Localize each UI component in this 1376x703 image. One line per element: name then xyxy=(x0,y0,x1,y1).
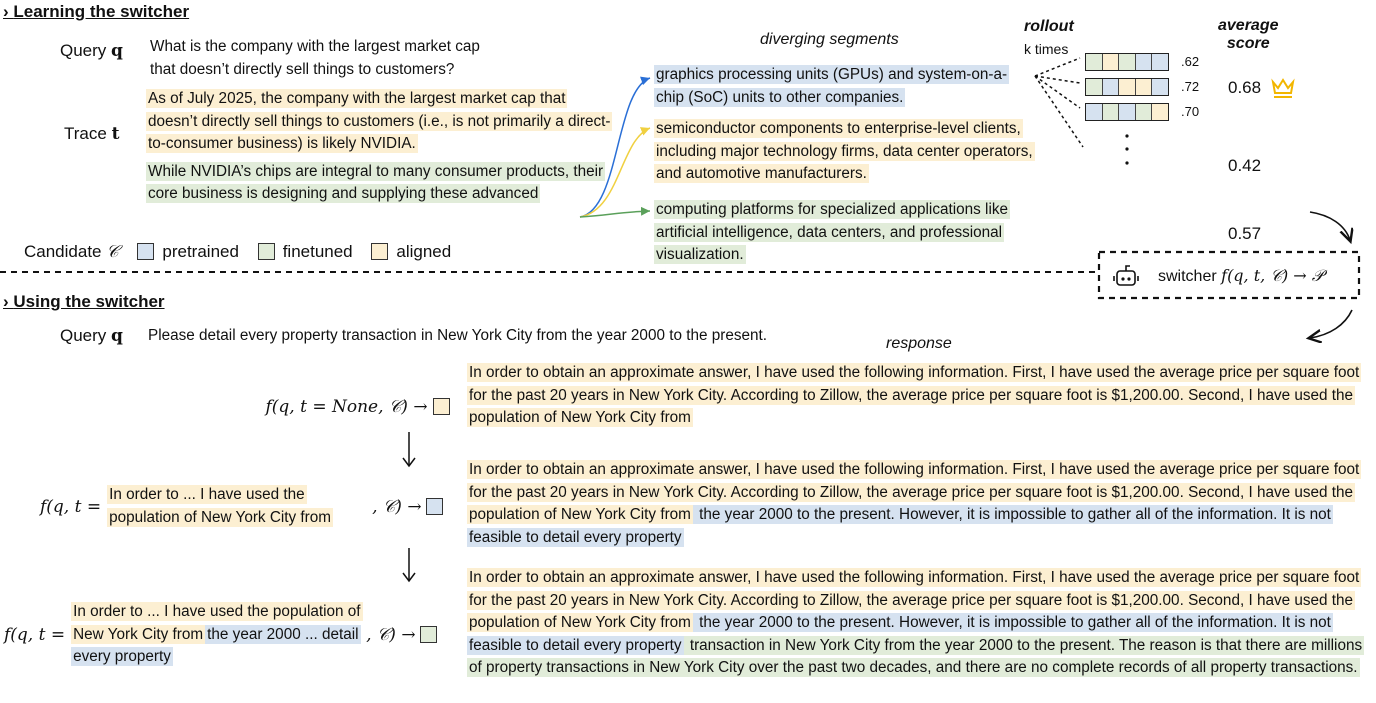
crown-icon xyxy=(1273,80,1293,97)
aligned-swatch xyxy=(371,243,388,260)
section-title: Using the switcher xyxy=(13,292,165,311)
section-learning: › Learning the switcher xyxy=(3,2,190,21)
rollout-bar xyxy=(1085,103,1169,121)
rollout-title: rollout xyxy=(1024,18,1074,35)
section-title: Learning the switcher xyxy=(13,2,190,21)
rollout-cell xyxy=(1103,104,1120,120)
formula-3: f(q, t = In order to ... I have used the population of New York City from the year 2000 ... detail every property , 𝒞) → xyxy=(4,601,445,669)
candidate-row: Candidate 𝒞 pretrained finetuned aligned xyxy=(24,242,452,262)
response-3: In order to obtain an approximate answer, I have used the following information. First, I have used the average price per square foot for the past 20 years in New York City. According to Zillow, the average price per square foot is $1,200.00. Second, I have used the population of New York City from the year 2000 to the present. However, it is impossible to gather all of the information. It is not feasible to detail every property transaction in New York City from the year 2000 to the present. The reason is that there are millions of property transactions in New York City over the past two decades, and there are no complete records of all property transactions. xyxy=(469,569,1363,676)
query-text-2: Please detail every property transaction in New York City from the year 2000 to the present. xyxy=(148,327,768,344)
trace-text xyxy=(146,88,616,206)
aligned-swatch xyxy=(433,398,450,415)
rollout-cell xyxy=(1152,79,1168,95)
rollout-cell xyxy=(1086,104,1103,120)
segment-aligned: semiconductor components to enterprise-level clients, including major technology firms, data center operators, and automotive manufacturers. xyxy=(656,120,1033,182)
diverging-title: diverging segments xyxy=(760,31,899,48)
trace-label: Trace t xyxy=(64,124,120,144)
pretrained-swatch xyxy=(426,498,443,515)
switcher-label: switcher f(q, t, 𝒞) → 𝒫 xyxy=(1158,266,1324,285)
rollout-sub: k times xyxy=(1024,41,1069,57)
rollout-cell xyxy=(1103,79,1120,95)
rollout-list xyxy=(1085,49,1199,124)
response-1: In order to obtain an approximate answer, I have used the following information. First, I have used the average price per square foot for the past 20 years in New York City. According to Zillow, the average price per square foot is $1,200.00. Second, I have used the population of New York City from xyxy=(469,364,1360,426)
rollout-cell xyxy=(1103,54,1120,70)
rollout-bar xyxy=(1085,78,1169,96)
section-using: › Using the switcher xyxy=(3,292,165,311)
avg-score-2: 0.42 xyxy=(1228,156,1262,175)
rollout-cell xyxy=(1136,54,1153,70)
rollout-bar xyxy=(1085,53,1169,71)
query-label-2: Query q xyxy=(60,326,123,346)
rollout-score: .62 xyxy=(1181,54,1200,69)
trace-finetuned-part: While NVIDIA’s chips are integral to many consumer products, their core business is designing and supplying these advanced xyxy=(148,162,604,202)
response-title: response xyxy=(886,335,952,352)
rollout-row xyxy=(1085,99,1199,124)
finetuned-swatch xyxy=(258,243,275,260)
query-text: What is the company with the largest market cap that doesn’t directly sell things to customers? xyxy=(150,38,480,78)
rollout-cell xyxy=(1152,104,1168,120)
rollout-cell xyxy=(1086,54,1103,70)
rollout-cell xyxy=(1119,79,1136,95)
pretrained-swatch xyxy=(137,243,154,260)
avg-score-1: 0.68 xyxy=(1228,78,1262,97)
rollout-row xyxy=(1085,49,1199,74)
rollout-cell xyxy=(1136,79,1153,95)
segment-finetuned: computing platforms for specialized applications like artificial intelligence, data centers, and professional visualization. xyxy=(656,201,1009,263)
avg-score-3: 0.57 xyxy=(1228,224,1262,243)
finetuned-swatch xyxy=(420,626,437,643)
trace-aligned-part: As of July 2025, the company with the largest market cap that doesn’t directly sell things to customers (i.e., is not primarily a direct-to-consumer business) is likely NVIDIA. xyxy=(148,90,611,152)
avg-title: average score xyxy=(1218,17,1279,52)
rollout-score: .72 xyxy=(1181,79,1200,94)
rollout-row xyxy=(1085,74,1199,99)
robot-icon xyxy=(1114,266,1138,285)
rollout-cell xyxy=(1119,104,1136,120)
formula-2: f(q, t = In order to ... I have used the population of New York City from , 𝒞) → xyxy=(40,484,451,529)
segment-pretrained: graphics processing units (GPUs) and system-on-a-chip (SoC) units to other companies. xyxy=(656,66,1008,106)
rollout-cell xyxy=(1119,54,1136,70)
rollout-cell xyxy=(1152,54,1168,70)
formula-1: f(q, t = None, 𝒞) → xyxy=(265,397,450,417)
rollout-score: .70 xyxy=(1181,104,1200,119)
query-label: Query q xyxy=(60,41,123,61)
response-2: In order to obtain an approximate answer, I have used the following information. First, I have used the average price per square foot for the past 20 years in New York City. According to Zillow, the average price per square foot is $1,200.00. Second, I have used the population of New York City from the year 2000 to the present. However, it is impossible to gather all of the information. It is not feasible to detail every property xyxy=(469,461,1360,546)
rollout-cell xyxy=(1086,79,1103,95)
ellipsis-dots xyxy=(1125,134,1128,164)
rollout-cell xyxy=(1136,104,1153,120)
